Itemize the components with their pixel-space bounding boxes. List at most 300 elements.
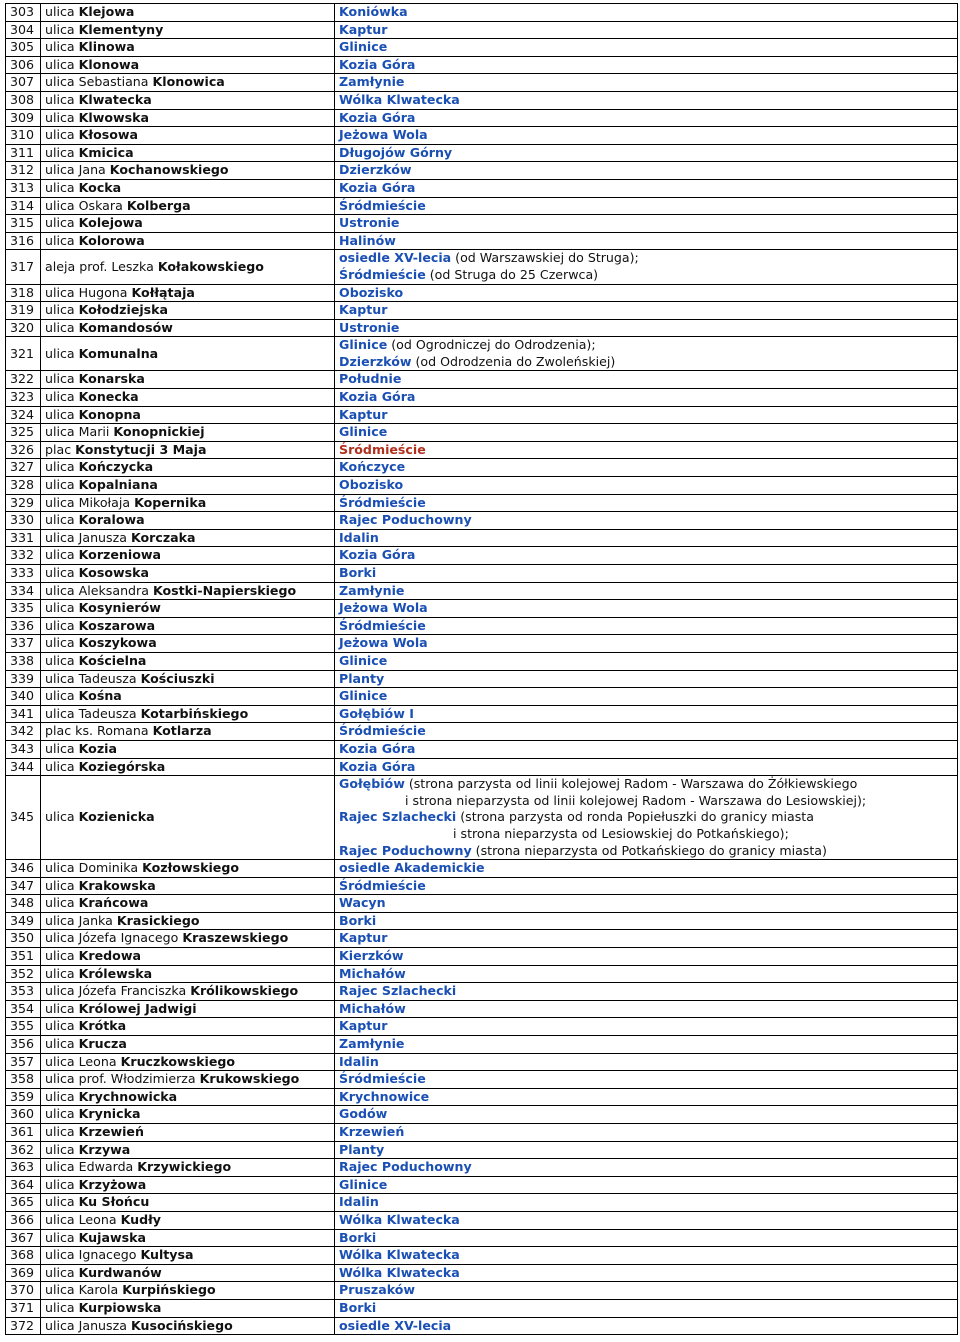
district-name: Kaptur: [339, 21, 388, 37]
street-type: ulica: [45, 109, 75, 125]
district-cell: [335, 565, 958, 583]
street-patron-first-name: Aleksandra: [78, 582, 149, 598]
street-type: ulica: [45, 389, 75, 405]
district-line: [339, 110, 954, 127]
street-name: Kozia: [78, 740, 117, 756]
street-name-cell: [41, 529, 335, 547]
street-name-cell: [41, 1159, 335, 1177]
district-name: Kozia Góra: [339, 389, 416, 405]
street-name-cell: [41, 39, 335, 57]
district-name: Godów: [339, 1106, 388, 1122]
district-note: (strona parzysta od linii kolejowej Radom - Warszawa do Żółkiewskiego: [404, 776, 858, 792]
district-cell: [335, 1282, 958, 1300]
district-line: [339, 530, 954, 547]
street-name-cell: [41, 441, 335, 459]
district-cell: [335, 477, 958, 495]
district-name: Kaptur: [339, 302, 388, 318]
street-type: ulica: [45, 930, 75, 946]
table-row: [6, 1053, 958, 1071]
street-name: Krzewień: [78, 1124, 144, 1139]
street-type: ulica: [45, 758, 75, 774]
street-type: ulica: [45, 635, 75, 651]
street-type: ulica: [45, 1053, 75, 1069]
street-type: ulica: [45, 144, 75, 160]
district-name: Zamłynie: [339, 74, 405, 90]
table-row: [6, 494, 958, 512]
district-cell: [335, 652, 958, 670]
district-cell: [335, 284, 958, 302]
table-row: [6, 758, 958, 776]
street-name-cell: [41, 1176, 335, 1194]
district-cell: [335, 1124, 958, 1142]
district-line: [339, 371, 954, 388]
district-note: (strona nieparzysta od Potkańskiego do granicy miasta): [471, 842, 827, 858]
table-row: [6, 109, 958, 127]
street-name: Konopnickiej: [113, 424, 205, 440]
street-type: ulica: [45, 1036, 75, 1052]
street-name-cell: [41, 1000, 335, 1018]
street-name: Kotlarza: [152, 723, 212, 739]
district-cell: [335, 232, 958, 250]
row-number: 367: [6, 1229, 41, 1247]
street-name: Koziegórska: [78, 758, 166, 774]
street-patron-first-name: prof. Włodzimierza: [78, 1071, 196, 1087]
district-line: [339, 913, 954, 930]
row-number: 319: [6, 302, 41, 320]
district-cell: [335, 21, 958, 39]
street-type: aleja: [45, 258, 76, 274]
district-name: Planty: [339, 670, 385, 686]
street-name-cell: [41, 371, 335, 389]
district-line: [339, 1282, 954, 1299]
table-row: [6, 1124, 958, 1142]
street-name: Kolejowa: [78, 215, 143, 231]
table-row: [6, 39, 958, 57]
street-type: ulica: [45, 162, 75, 178]
district-line: [339, 267, 954, 284]
street-patron-first-name: Oskara: [78, 197, 123, 213]
row-number: 343: [6, 740, 41, 758]
district-line: [339, 723, 954, 740]
street-name-cell: [41, 860, 335, 878]
district-name: Kozia Góra: [339, 547, 416, 563]
street-type: ulica: [45, 912, 75, 928]
street-type: ulica: [45, 127, 75, 143]
street-name-cell: [41, 983, 335, 1001]
street-name: Kujawska: [78, 1229, 146, 1245]
table-row: [6, 877, 958, 895]
row-number: 356: [6, 1036, 41, 1054]
street-type: ulica: [45, 1176, 75, 1192]
street-name: Korczaka: [130, 529, 196, 545]
street-type: ulica: [45, 91, 75, 107]
street-name-cell: [41, 337, 335, 371]
street-patron-first-name: Janusza: [78, 529, 127, 545]
street-name: Kultysa: [140, 1247, 194, 1263]
street-name-cell: [41, 1282, 335, 1300]
row-number: 314: [6, 197, 41, 215]
street-type: ulica: [45, 1211, 75, 1227]
street-name-cell: [41, 1211, 335, 1229]
table-row: [6, 441, 958, 459]
district-name: Koniówka: [339, 4, 408, 19]
street-name-cell: [41, 670, 335, 688]
street-name: Kocka: [78, 179, 122, 195]
street-name-cell: [41, 617, 335, 635]
row-number: 311: [6, 144, 41, 162]
district-line: [339, 92, 954, 109]
district-name: Glinice: [339, 688, 388, 704]
district-name: Idalin: [339, 529, 379, 545]
street-patron-first-name: Karola: [78, 1282, 119, 1298]
table-row: [6, 144, 958, 162]
district-line: [339, 1159, 954, 1176]
district-cell: [335, 965, 958, 983]
district-line: [339, 1018, 954, 1035]
street-patron-first-name: Mikołaja: [78, 494, 131, 510]
street-name: Kołakowskiego: [157, 258, 264, 274]
street-name: Kredowa: [78, 948, 141, 964]
street-name: Kudły: [120, 1211, 162, 1227]
row-number: 350: [6, 930, 41, 948]
district-line: [339, 565, 954, 582]
table-row: [6, 406, 958, 424]
street-name-cell: [41, 930, 335, 948]
table-row: [6, 1194, 958, 1212]
district-line: [339, 1036, 954, 1053]
district-name: Idalin: [339, 1053, 379, 1069]
district-cell: [335, 670, 958, 688]
district-line: [339, 895, 954, 912]
row-number: 309: [6, 109, 41, 127]
street-type: ulica: [45, 652, 75, 668]
table-row: [6, 705, 958, 723]
row-number: 326: [6, 441, 41, 459]
street-name: Krzywickiego: [137, 1159, 232, 1175]
row-number: 348: [6, 895, 41, 913]
district-name: Rajec Poduchowny: [339, 1159, 472, 1175]
row-number: 325: [6, 424, 41, 442]
street-name-cell: [41, 109, 335, 127]
table-row: [6, 337, 958, 371]
row-number: 333: [6, 565, 41, 583]
table-row: [6, 284, 958, 302]
district-name: Jeżowa Wola: [339, 635, 428, 651]
street-name-cell: [41, 127, 335, 145]
district-line: [339, 1247, 954, 1264]
street-name: Królowej Jadwigi: [78, 1000, 197, 1016]
street-name-cell: [41, 144, 335, 162]
district-cell: [335, 197, 958, 215]
district-name: Dzierzków: [339, 353, 412, 369]
street-name-cell: [41, 652, 335, 670]
row-number: 331: [6, 529, 41, 547]
district-cell: [335, 1018, 958, 1036]
row-number: 370: [6, 1282, 41, 1300]
street-type: ulica: [45, 809, 75, 825]
row-number: 344: [6, 758, 41, 776]
district-name: Wólka Klwatecka: [339, 1264, 460, 1280]
district-cell: [335, 162, 958, 180]
district-name: Borki: [339, 912, 377, 928]
table-row: [6, 670, 958, 688]
district-line: [339, 1230, 954, 1247]
district-cell: [335, 1211, 958, 1229]
street-name-cell: [41, 877, 335, 895]
street-name-cell: [41, 965, 335, 983]
street-name: Klinowa: [78, 39, 135, 55]
district-line: [339, 285, 954, 302]
street-type: ulica: [45, 1299, 75, 1315]
district-name: Pruszaków: [339, 1282, 416, 1298]
street-patron-first-name: Sebastiana: [78, 74, 149, 90]
district-line: [339, 495, 954, 512]
street-name-cell: [41, 1317, 335, 1335]
street-patron-first-name: prof. Leszka: [79, 258, 154, 274]
table-row: [6, 250, 958, 284]
district-name: Borki: [339, 1229, 377, 1245]
district-cell: [335, 389, 958, 407]
district-name: Obozisko: [339, 477, 404, 493]
street-type: ulica: [45, 74, 75, 90]
table-row: [6, 582, 958, 600]
district-note: i strona nieparzysta od Lesiowskiej do Potkańskiego);: [453, 825, 789, 841]
district-name: Jeżowa Wola: [339, 127, 428, 143]
district-name: Kończyce: [339, 459, 406, 475]
table-row: [6, 1159, 958, 1177]
row-number: 303: [6, 4, 41, 22]
district-name: Wólka Klwatecka: [339, 1247, 460, 1263]
row-number: 371: [6, 1299, 41, 1317]
district-line: [339, 793, 954, 810]
table-row: [6, 1264, 958, 1282]
table-row: [6, 477, 958, 495]
district-line: [339, 57, 954, 74]
table-row: [6, 529, 958, 547]
district-cell: [335, 1106, 958, 1124]
district-line: [339, 930, 954, 947]
table-row: [6, 162, 958, 180]
street-type: ulica: [45, 948, 75, 964]
district-line: [339, 442, 954, 459]
district-line: [339, 878, 954, 895]
street-type: ulica: [45, 371, 75, 387]
district-name: Kozia Góra: [339, 56, 416, 72]
street-name-cell: [41, 74, 335, 92]
table-row: [6, 91, 958, 109]
row-number: 351: [6, 948, 41, 966]
district-name: Jeżowa Wola: [339, 600, 428, 616]
street-patron-first-name: Leona: [78, 1211, 117, 1227]
district-name: Halinów: [339, 232, 396, 248]
district-name: Rajec Szlachecki: [339, 809, 457, 825]
street-type: ulica: [45, 582, 75, 598]
street-type: ulica: [45, 197, 75, 213]
street-name-cell: [41, 302, 335, 320]
district-cell: [335, 1000, 958, 1018]
street-name: Konarska: [78, 371, 145, 387]
district-name: Planty: [339, 1141, 385, 1157]
street-name-cell: [41, 1247, 335, 1265]
district-line: [339, 776, 954, 793]
district-cell: [335, 1194, 958, 1212]
row-number: 327: [6, 459, 41, 477]
district-cell: [335, 895, 958, 913]
street-patron-first-name: ks. Romana: [75, 723, 149, 739]
table-row: [6, 1211, 958, 1229]
row-number: 352: [6, 965, 41, 983]
table-row: [6, 4, 958, 22]
row-number: 365: [6, 1194, 41, 1212]
street-name: Kozłowskiego: [142, 860, 239, 876]
street-name: Kurpiowska: [78, 1299, 162, 1315]
street-name: Królikowskiego: [190, 983, 299, 999]
district-line: [339, 706, 954, 723]
district-line: [339, 843, 954, 860]
district-cell: [335, 1036, 958, 1054]
street-type: ulica: [45, 860, 75, 876]
row-number: 304: [6, 21, 41, 39]
street-name-cell: [41, 635, 335, 653]
district-name: Śródmieście: [339, 197, 426, 213]
table-row: [6, 371, 958, 389]
street-type: ulica: [45, 284, 75, 300]
street-type: ulica: [45, 345, 75, 361]
district-name: Glinice: [339, 652, 388, 668]
district-cell: [335, 740, 958, 758]
district-line: [339, 759, 954, 776]
street-name: Kolberga: [126, 197, 191, 213]
table-row: [6, 1282, 958, 1300]
table-row: [6, 565, 958, 583]
district-line: [339, 1054, 954, 1071]
street-name: Kraszewskiego: [182, 930, 289, 946]
row-number: 307: [6, 74, 41, 92]
street-type: ulica: [45, 494, 75, 510]
district-name: Wólka Klwatecka: [339, 1211, 460, 1227]
district-cell: [335, 109, 958, 127]
row-number: 330: [6, 512, 41, 530]
district-cell: [335, 512, 958, 530]
district-line: [339, 809, 954, 826]
district-line: [339, 127, 954, 144]
district-cell: [335, 1053, 958, 1071]
street-name-cell: [41, 1141, 335, 1159]
district-cell: [335, 930, 958, 948]
district-line: [339, 233, 954, 250]
district-name: Krychnowice: [339, 1088, 430, 1104]
row-number: 363: [6, 1159, 41, 1177]
district-line: [339, 145, 954, 162]
street-name: Klwowska: [78, 109, 150, 125]
district-line: [339, 547, 954, 564]
district-cell: [335, 723, 958, 741]
street-name-cell: [41, 21, 335, 39]
row-number: 364: [6, 1176, 41, 1194]
street-name-cell: [41, 406, 335, 424]
street-type: ulica: [45, 179, 75, 195]
street-type: ulica: [45, 1018, 75, 1034]
street-name-cell: [41, 688, 335, 706]
district-line: [339, 39, 954, 56]
table-row: [6, 56, 958, 74]
district-cell: [335, 371, 958, 389]
street-register-body: [6, 4, 958, 1335]
row-number: 318: [6, 284, 41, 302]
district-cell: [335, 688, 958, 706]
district-line: [339, 1142, 954, 1159]
street-name: Ku Słońcu: [78, 1194, 150, 1210]
district-line: [339, 860, 954, 877]
street-name-cell: [41, 705, 335, 723]
row-number: 358: [6, 1071, 41, 1089]
street-patron-first-name: Edwarda: [78, 1159, 134, 1175]
district-cell: [335, 494, 958, 512]
district-line: [339, 671, 954, 688]
district-line: [339, 354, 954, 371]
table-row: [6, 1036, 958, 1054]
street-name: Kończycka: [78, 459, 154, 475]
street-name-cell: [41, 547, 335, 565]
row-number: 305: [6, 39, 41, 57]
street-name-cell: [41, 776, 335, 860]
district-cell: [335, 776, 958, 860]
district-line: [339, 600, 954, 617]
row-number: 347: [6, 877, 41, 895]
street-type: ulica: [45, 1106, 75, 1122]
row-number: 340: [6, 688, 41, 706]
street-type: ulica: [45, 215, 75, 231]
table-row: [6, 1071, 958, 1089]
street-name: Kmicica: [78, 144, 134, 160]
street-name: Koszarowa: [78, 617, 156, 633]
street-name: Komunalna: [78, 345, 159, 361]
street-type: ulica: [45, 1088, 75, 1104]
table-row: [6, 895, 958, 913]
district-cell: [335, 1141, 958, 1159]
district-line: [339, 320, 954, 337]
row-number: 368: [6, 1247, 41, 1265]
district-note: (od Warszawskiej do Struga);: [451, 250, 639, 266]
street-name: Kostki-Napierskiego: [152, 582, 297, 598]
table-row: [6, 302, 958, 320]
street-name: Kośna: [78, 688, 122, 704]
street-type: ulica: [45, 56, 75, 72]
street-name-cell: [41, 1124, 335, 1142]
row-number: 328: [6, 477, 41, 495]
street-patron-first-name: Dominika: [78, 860, 139, 876]
district-line: [339, 635, 954, 652]
district-name: Wólka Klwatecka: [339, 91, 460, 107]
row-number: 315: [6, 215, 41, 233]
district-line: [339, 1265, 954, 1282]
district-line: [339, 477, 954, 494]
district-name: Śródmieście: [339, 494, 426, 510]
district-line: [339, 74, 954, 91]
row-number: 339: [6, 670, 41, 688]
district-name: Śródmieście: [339, 266, 426, 282]
row-number: 335: [6, 600, 41, 618]
street-name-cell: [41, 1264, 335, 1282]
table-row: [6, 1088, 958, 1106]
district-line: [339, 198, 954, 215]
district-line: [339, 389, 954, 406]
street-type: ulica: [45, 600, 75, 616]
district-name: Glinice: [339, 39, 388, 55]
district-name: Borki: [339, 565, 377, 580]
row-number: 357: [6, 1053, 41, 1071]
row-number: 313: [6, 179, 41, 197]
